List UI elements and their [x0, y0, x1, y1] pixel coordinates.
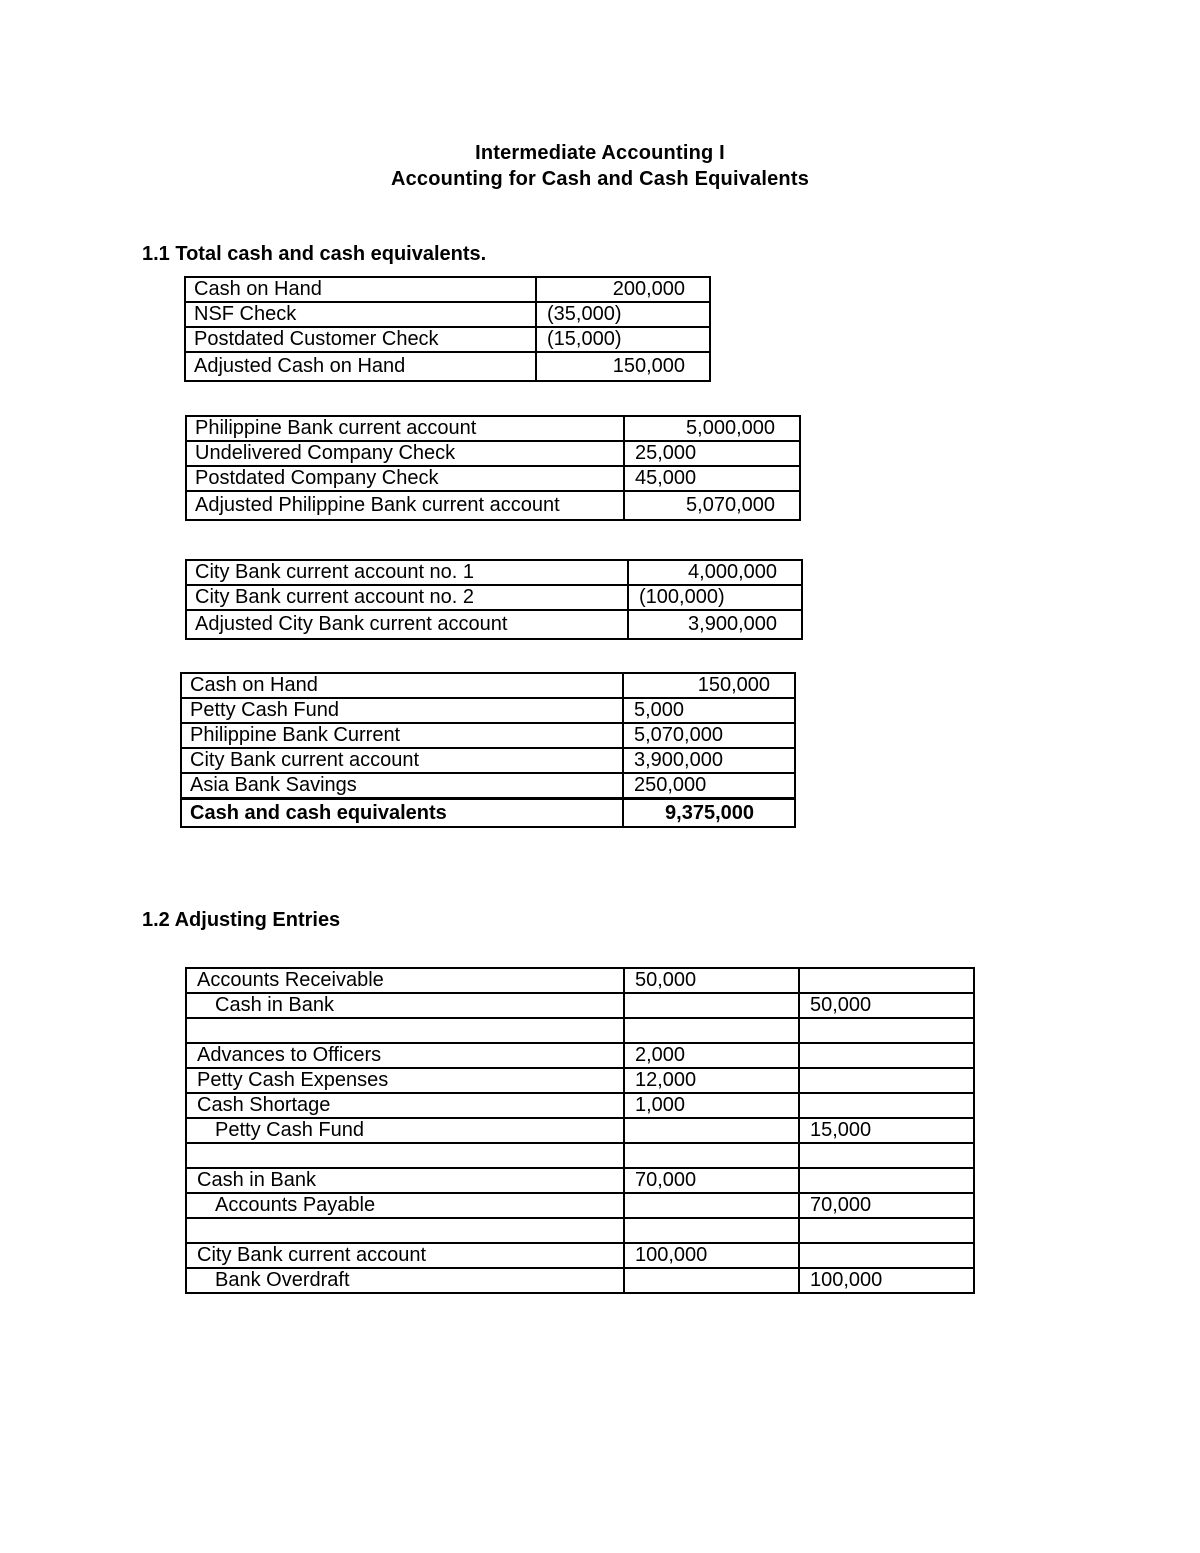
row-label: Postdated Customer Check: [185, 327, 536, 352]
total-row: [181, 799, 795, 828]
table-row: [186, 466, 800, 491]
account-cell: [186, 1218, 624, 1243]
row-value: 150,000: [623, 673, 795, 698]
account-cell: Accounts Receivable: [186, 968, 624, 993]
table-row: [186, 560, 802, 585]
row-label: City Bank current account: [181, 748, 623, 773]
credit-cell: 15,000: [799, 1118, 974, 1143]
debit-cell: 50,000: [624, 968, 799, 993]
account-cell: Bank Overdraft: [186, 1268, 624, 1293]
section-heading-1-1: 1.1 Total cash and cash equivalents.: [142, 243, 487, 265]
table-row: [185, 352, 710, 381]
row-label: Adjusted Cash on Hand: [185, 352, 536, 381]
document-title: Intermediate Accounting I: [475, 142, 725, 164]
row-label: City Bank current account no. 2: [186, 585, 628, 610]
row-label: City Bank current account no. 1: [186, 560, 628, 585]
debit-cell: [624, 1193, 799, 1218]
table-row: [186, 441, 800, 466]
row-label: Asia Bank Savings: [181, 773, 623, 799]
journal-row: [186, 1043, 974, 1068]
row-label: Petty Cash Fund: [181, 698, 623, 723]
table-row: [181, 773, 795, 799]
journal-row: [186, 1243, 974, 1268]
credit-cell: [799, 1143, 974, 1168]
account-cell: Advances to Officers: [186, 1043, 624, 1068]
journal-row: [186, 1143, 974, 1168]
row-value: 4,000,000: [628, 560, 802, 585]
table-row: [181, 698, 795, 723]
account-cell: Petty Cash Fund: [186, 1118, 624, 1143]
total-value: 9,375,000: [623, 799, 795, 828]
journal-row: [186, 1268, 974, 1293]
row-label: Philippine Bank Current: [181, 723, 623, 748]
row-value: 25,000: [624, 441, 800, 466]
row-value: (35,000): [536, 302, 710, 327]
credit-cell: 70,000: [799, 1193, 974, 1218]
row-value: 5,000: [623, 698, 795, 723]
credit-cell: 50,000: [799, 993, 974, 1018]
journal-row: [186, 1068, 974, 1093]
row-value: 5,000,000: [624, 416, 800, 441]
credit-cell: [799, 1168, 974, 1193]
journal-row: [186, 993, 974, 1018]
table-row: [185, 327, 710, 352]
credit-cell: [799, 1243, 974, 1268]
debit-cell: 100,000: [624, 1243, 799, 1268]
journal-row: [186, 1118, 974, 1143]
debit-cell: 70,000: [624, 1168, 799, 1193]
cash-summary-table: [180, 672, 796, 828]
credit-cell: [799, 1068, 974, 1093]
document-subtitle: Accounting for Cash and Cash Equivalents: [390, 168, 810, 190]
row-value: 250,000: [623, 773, 795, 799]
row-label: Cash on Hand: [181, 673, 623, 698]
row-label: NSF Check: [185, 302, 536, 327]
row-value: (100,000): [628, 585, 802, 610]
city-bank-table: [185, 559, 803, 640]
account-cell: Cash Shortage: [186, 1093, 624, 1118]
journal-row: [186, 1193, 974, 1218]
journal-row: [186, 1018, 974, 1043]
row-label: Cash on Hand: [185, 277, 536, 302]
debit-cell: 2,000: [624, 1043, 799, 1068]
total-label: Cash and cash equivalents: [181, 799, 623, 828]
row-label: Postdated Company Check: [186, 466, 624, 491]
account-cell: Petty Cash Expenses: [186, 1068, 624, 1093]
row-label: Adjusted Philippine Bank current account: [186, 491, 624, 520]
account-cell: [186, 1143, 624, 1168]
credit-cell: [799, 1093, 974, 1118]
table-row: [186, 610, 802, 639]
table-row: [186, 491, 800, 520]
journal-row: [186, 1218, 974, 1243]
row-value: 200,000: [536, 277, 710, 302]
row-value: 5,070,000: [624, 491, 800, 520]
debit-cell: [624, 1268, 799, 1293]
account-cell: [186, 1018, 624, 1043]
cash-on-hand-table: [184, 276, 711, 382]
credit-cell: [799, 1018, 974, 1043]
row-value: 150,000: [536, 352, 710, 381]
row-value: 5,070,000: [623, 723, 795, 748]
table-row: [185, 302, 710, 327]
row-label: Undelivered Company Check: [186, 441, 624, 466]
table-row: [181, 723, 795, 748]
table-row: [186, 585, 802, 610]
debit-cell: [624, 1143, 799, 1168]
table-row: [186, 416, 800, 441]
adjusting-entries-table: [185, 967, 975, 1294]
journal-row: [186, 968, 974, 993]
debit-cell: 12,000: [624, 1068, 799, 1093]
section-heading-1-2: 1.2 Adjusting Entries: [142, 909, 341, 931]
credit-cell: [799, 1043, 974, 1068]
credit-cell: [799, 968, 974, 993]
philippine-bank-table: [185, 415, 801, 521]
journal-row: [186, 1093, 974, 1118]
account-cell: Accounts Payable: [186, 1193, 624, 1218]
table-row: [185, 277, 710, 302]
account-cell: Cash in Bank: [186, 993, 624, 1018]
row-value: 3,900,000: [628, 610, 802, 639]
account-cell: Cash in Bank: [186, 1168, 624, 1193]
table-row: [181, 748, 795, 773]
debit-cell: [624, 1218, 799, 1243]
debit-cell: 1,000: [624, 1093, 799, 1118]
account-cell: City Bank current account: [186, 1243, 624, 1268]
credit-cell: 100,000: [799, 1268, 974, 1293]
row-label: Philippine Bank current account: [186, 416, 624, 441]
row-value: (15,000): [536, 327, 710, 352]
row-label: Adjusted City Bank current account: [186, 610, 628, 639]
debit-cell: [624, 1018, 799, 1043]
debit-cell: [624, 993, 799, 1018]
row-value: 45,000: [624, 466, 800, 491]
table-row: [181, 673, 795, 698]
credit-cell: [799, 1218, 974, 1243]
debit-cell: [624, 1118, 799, 1143]
journal-row: [186, 1168, 974, 1193]
row-value: 3,900,000: [623, 748, 795, 773]
